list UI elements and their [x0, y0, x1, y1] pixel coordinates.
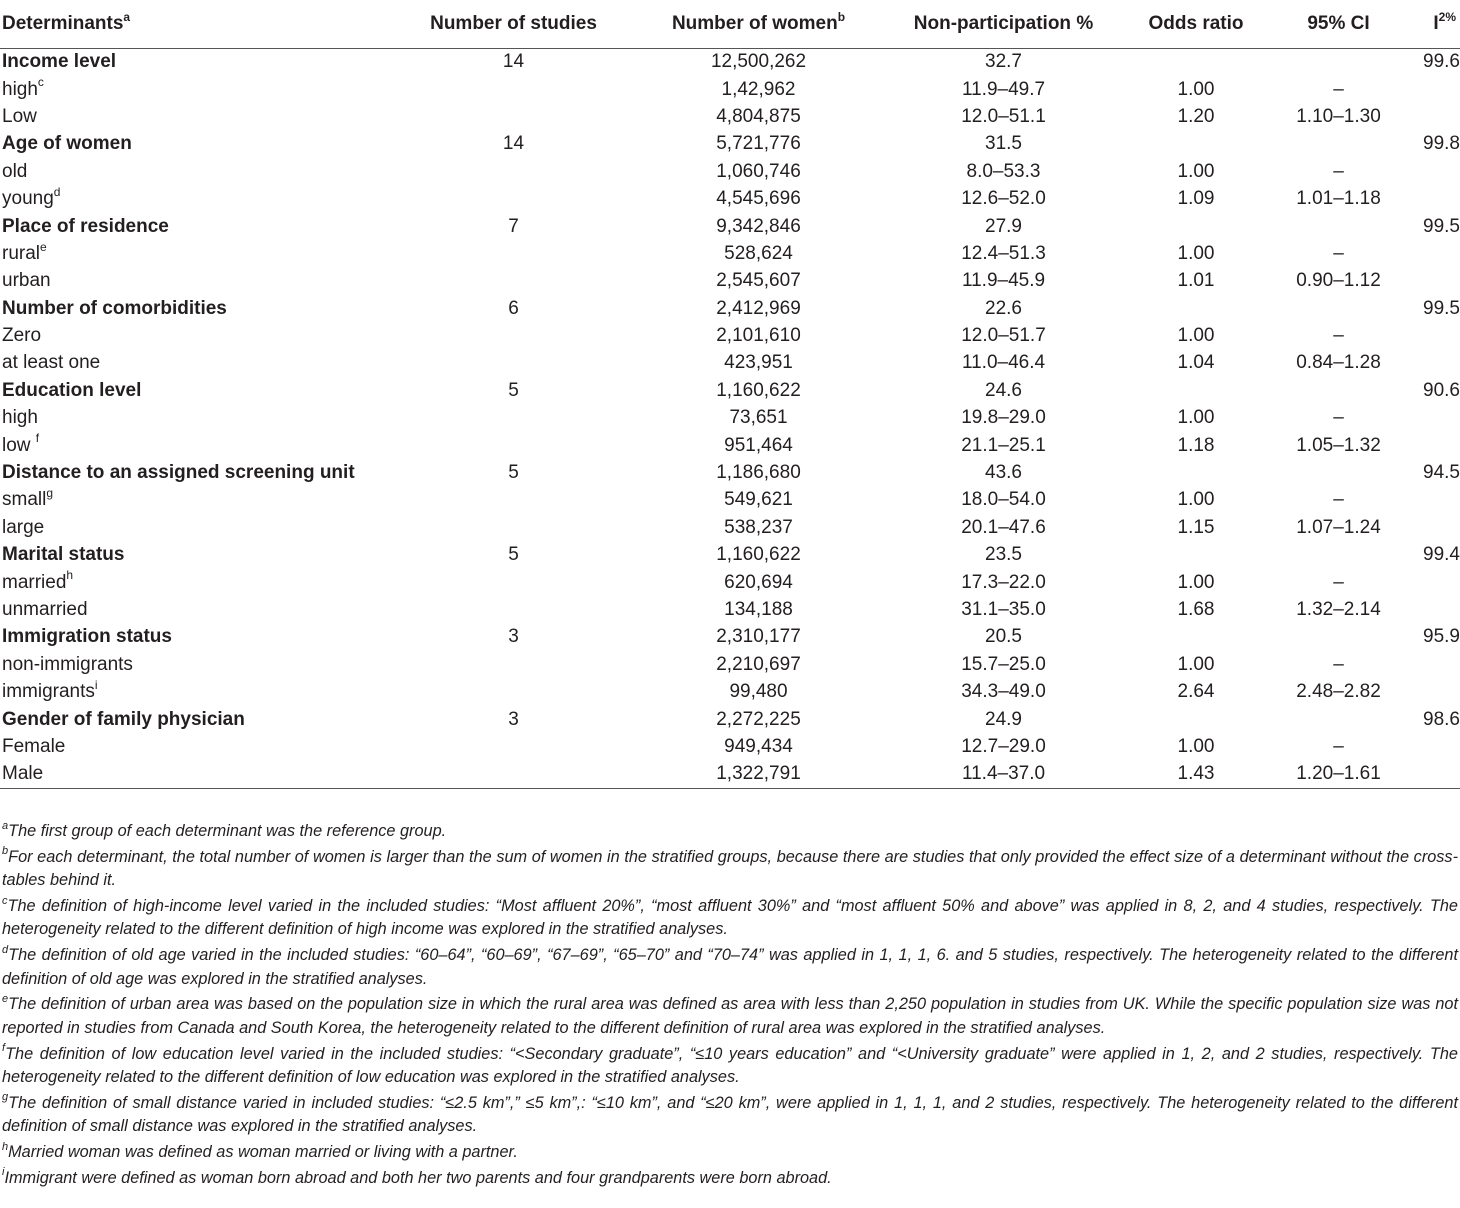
cell-studies: 3 — [508, 708, 519, 730]
cell-ci: 0.84–1.28 — [1296, 352, 1381, 374]
cell-non-participation: 24.9 — [985, 708, 1022, 730]
cell-ci: – — [1333, 407, 1344, 429]
cell-determinant: high$^c$ — [2, 75, 44, 100]
cell-odds-ratio: 1.00 — [1177, 407, 1215, 429]
cell-odds-ratio — [1125, 706, 1265, 733]
cell-i2: 90.6 — [1423, 379, 1460, 401]
cell-odds-ratio: 1.01 — [1177, 270, 1215, 292]
cell-studies: 5 — [508, 544, 519, 566]
cell-determinant: Education level — [2, 379, 142, 401]
header-number-of-studies: Number of studies — [390, 0, 635, 49]
cell-non-participation: 11.9–45.9 — [961, 270, 1046, 292]
cell-women: 99,480 — [729, 681, 788, 703]
cell-ci: 1.10–1.30 — [1296, 105, 1381, 127]
cell-odds-ratio — [1125, 49, 1265, 76]
cell-ci — [1265, 542, 1410, 569]
cell-studies: 14 — [502, 133, 525, 155]
footnote-i: $^i$Immigrant were defined as woman born abroad and both her two parents and four grandparents were born abroad. — [2, 1166, 832, 1187]
header-determinants: Determinants$^a$ — [0, 0, 390, 49]
cell-studies — [390, 678, 635, 705]
cell-i2 — [1410, 76, 1460, 103]
cell-odds-ratio: 1.00 — [1177, 489, 1215, 511]
cell-ci: 2.48–2.82 — [1296, 681, 1381, 703]
cell-determinant: Female — [2, 735, 66, 757]
cell-determinant: young$^d$ — [2, 184, 61, 210]
cell-odds-ratio: 1.00 — [1177, 78, 1215, 100]
cell-non-participation: 20.1–47.6 — [961, 516, 1046, 538]
cell-non-participation: 15.7–25.0 — [961, 653, 1046, 675]
cell-non-participation: 12.6–52.0 — [961, 188, 1046, 210]
cell-i2: 99.8 — [1423, 133, 1460, 155]
cell-studies — [390, 651, 635, 678]
cell-ci: – — [1333, 653, 1344, 675]
cell-determinant: rural$^e$ — [2, 239, 47, 264]
cell-odds-ratio — [1125, 459, 1265, 486]
cell-studies — [390, 733, 635, 760]
cell-non-participation: 19.8–29.0 — [961, 407, 1046, 429]
cell-non-participation: 34.3–49.0 — [961, 681, 1046, 703]
table-row — [0, 459, 1460, 486]
cell-determinant: Income level — [2, 51, 117, 73]
cell-non-participation: 31.5 — [985, 133, 1022, 155]
table-row — [0, 350, 1460, 377]
table-row — [0, 213, 1460, 240]
cell-studies — [390, 514, 635, 541]
table-row — [0, 596, 1460, 623]
cell-ci: – — [1333, 571, 1344, 593]
cell-women: 1,160,622 — [716, 379, 801, 401]
cell-odds-ratio: 1.43 — [1125, 761, 1265, 788]
cell-ci: 0.90–1.12 — [1296, 270, 1381, 292]
cell-odds-ratio: 1.20 — [1177, 105, 1215, 127]
cell-studies: 7 — [508, 215, 519, 237]
table-row — [0, 76, 1460, 103]
cell-i2 — [1410, 761, 1460, 788]
cell-i2 — [1410, 405, 1460, 432]
cell-women: 1,322,791 — [635, 761, 880, 788]
cell-i2: 94.5 — [1423, 462, 1460, 484]
cell-studies — [390, 761, 635, 788]
table-row — [0, 322, 1460, 349]
cell-determinant: Marital status — [2, 544, 125, 566]
cell-studies — [390, 487, 635, 514]
cell-ci: 1.20–1.61 — [1265, 761, 1410, 788]
table-row — [0, 514, 1460, 541]
cell-i2 — [1410, 651, 1460, 678]
cell-ci: – — [1333, 160, 1344, 182]
table-row — [0, 268, 1460, 295]
cell-women: 1,42,962 — [721, 78, 796, 100]
cell-i2 — [1410, 185, 1460, 212]
cell-odds-ratio: 2.64 — [1177, 681, 1215, 703]
cell-women: 2,310,177 — [716, 626, 801, 648]
cell-women: 4,545,696 — [716, 188, 801, 210]
cell-odds-ratio: 1.18 — [1177, 434, 1215, 456]
cell-determinant: urban — [2, 270, 51, 292]
cell-women: 538,237 — [724, 516, 793, 538]
cell-odds-ratio: 1.00 — [1177, 325, 1215, 347]
cell-ci: 1.07–1.24 — [1296, 516, 1381, 538]
cell-ci — [1265, 295, 1410, 322]
cell-determinant: Gender of family physician — [2, 708, 245, 730]
cell-determinant: old — [2, 160, 28, 182]
header-odds-ratio: Odds ratio — [1125, 0, 1265, 49]
cell-odds-ratio: 1.00 — [1177, 160, 1215, 182]
cell-i2: 95.9 — [1423, 626, 1460, 648]
table-row — [0, 624, 1460, 651]
cell-determinant: Low — [2, 105, 37, 127]
cell-non-participation: 12.7–29.0 — [961, 735, 1046, 757]
cell-determinant: low $^f$ — [2, 431, 40, 456]
cell-studies — [390, 103, 635, 130]
cell-ci — [1265, 213, 1410, 240]
table-row — [0, 761, 1460, 788]
cell-determinant: small$^g$ — [2, 486, 54, 511]
cell-women: 528,624 — [724, 242, 793, 264]
cell-i2 — [1410, 322, 1460, 349]
cell-studies: 5 — [508, 462, 519, 484]
cell-studies: 3 — [508, 626, 519, 648]
table-body — [0, 49, 1460, 789]
cell-studies — [390, 268, 635, 295]
cell-women: 5,721,776 — [716, 133, 801, 155]
cell-studies: 6 — [508, 297, 519, 319]
cell-non-participation: 22.6 — [985, 297, 1022, 319]
table-row — [0, 295, 1460, 322]
cell-odds-ratio: 1.04 — [1177, 352, 1215, 374]
footnote-f: $^f$The definition of low education level varied in the included studies: “<Secondary graduate”, “≤10 years education” and “<University graduate” were applied in 1, 2, and 2 studies, respectively. The heterogeneity related to the different definition of low education was explored in the stratified analyses. — [2, 1042, 1458, 1087]
cell-ci — [1265, 49, 1410, 76]
cell-women: 949,434 — [724, 735, 793, 757]
header-number-of-women: Number of women$^b$ — [635, 0, 880, 49]
cell-non-participation: 8.0–53.3 — [966, 160, 1041, 182]
cell-studies — [390, 405, 635, 432]
cell-i2 — [1410, 158, 1460, 185]
cell-i2 — [1410, 432, 1460, 459]
table-footnotes — [2, 820, 1458, 1193]
cell-odds-ratio — [1125, 377, 1265, 404]
table-row — [0, 158, 1460, 185]
cell-ci — [1265, 131, 1410, 158]
cell-women: 620,694 — [724, 571, 793, 593]
cell-i2: 99.5 — [1423, 215, 1460, 237]
cell-ci: – — [1333, 242, 1344, 264]
cell-determinant: Male — [0, 761, 390, 788]
cell-non-participation: 17.3–22.0 — [961, 571, 1046, 593]
cell-ci: – — [1333, 735, 1344, 757]
cell-non-participation: 12.0–51.1 — [961, 105, 1046, 127]
table-row — [0, 432, 1460, 459]
cell-ci: 1.32–2.14 — [1296, 599, 1381, 620]
cell-determinant: immigrants$^i$ — [2, 677, 98, 703]
cell-determinant: at least one — [2, 352, 101, 374]
table-row — [0, 569, 1460, 596]
cell-ci: – — [1333, 489, 1344, 511]
cell-women: 2,545,607 — [716, 270, 801, 292]
cell-i2: 98.6 — [1423, 708, 1460, 730]
cell-determinant: non-immigrants — [2, 653, 133, 675]
cell-ci: – — [1333, 325, 1344, 347]
cell-ci: 1.05–1.32 — [1296, 434, 1381, 456]
header-non-participation: Non-participation % — [880, 0, 1125, 49]
cell-women: 1,160,622 — [716, 544, 801, 566]
table-row — [0, 49, 1460, 76]
cell-odds-ratio: 1.09 — [1177, 188, 1215, 210]
cell-women: 134,188 — [724, 599, 793, 620]
footnote-a: $^a$The first group of each determinant was the reference group. — [2, 819, 447, 840]
cell-determinant: high — [2, 407, 38, 429]
cell-studies: 5 — [508, 379, 519, 401]
cell-i2 — [1410, 350, 1460, 377]
header-i2: $I^{2\%}$ — [1410, 0, 1460, 49]
cell-i2 — [1410, 678, 1460, 705]
cell-non-participation: 23.5 — [985, 544, 1022, 566]
cell-i2 — [1410, 103, 1460, 130]
table-row — [0, 185, 1460, 212]
cell-non-participation: 11.9–49.7 — [961, 78, 1046, 100]
footnote-g: $^g$The definition of small distance varied in included studies: “≤2.5 km”,” ≤5 km”,: “≤10 km”, and “≤20 km”, were applied in 1, 1, 1, and 2 studies, respectively. The heterogeneity related to the different definition of small distance was explored in the stratified analyses. — [2, 1091, 1458, 1136]
table-row — [0, 377, 1460, 404]
cell-non-participation: 12.0–51.7 — [961, 325, 1046, 347]
cell-non-participation: 31.1–35.0 — [961, 599, 1046, 620]
cell-ci — [1265, 624, 1410, 651]
table-row — [0, 103, 1460, 130]
footnote-c: $^c$The definition of high-income level varied in the included studies: “Most affluent 20%”, “most affluent 30%” and “most affluent 50% and above” was applied in 8, 2, and 4 studies, respectively. The heterogeneity related to the different definition of high income was explored in the stratified analyses. — [2, 894, 1458, 939]
cell-non-participation: 24.6 — [985, 379, 1022, 401]
table-row — [0, 131, 1460, 158]
cell-i2 — [1410, 569, 1460, 596]
table-row — [0, 733, 1460, 760]
cell-studies — [390, 76, 635, 103]
cell-i2: 99.5 — [1423, 297, 1460, 319]
cell-ci — [1265, 459, 1410, 486]
cell-i2 — [1410, 514, 1460, 541]
footnote-d: $^d$The definition of old age varied in the included studies: “60–64”, “60–69”, “67–69”, “65–70” and “70–74” was applied in 1, 1, 1, 6. and 5 studies, respectively. The heterogeneity related to the different definition of old age was explored in the stratified analyses. — [2, 943, 1458, 988]
cell-women: 951,464 — [724, 434, 793, 456]
cell-women: 2,412,969 — [716, 297, 801, 319]
cell-non-participation: 27.9 — [985, 215, 1022, 237]
cell-determinant: married$^h$ — [2, 568, 74, 593]
cell-odds-ratio: 1.15 — [1177, 516, 1215, 538]
cell-women: 549,621 — [724, 489, 793, 511]
cell-non-participation: 12.4–51.3 — [961, 242, 1046, 264]
cell-odds-ratio — [1125, 213, 1265, 240]
cell-studies — [390, 432, 635, 459]
table-row — [0, 678, 1460, 705]
cell-odds-ratio — [1125, 295, 1265, 322]
cell-ci — [1265, 377, 1410, 404]
cell-i2 — [1410, 733, 1460, 760]
cell-i2 — [1410, 268, 1460, 295]
cell-women: 2,101,610 — [716, 325, 801, 347]
cell-women: 2,210,697 — [716, 653, 801, 675]
cell-women: 4,804,875 — [716, 105, 801, 127]
footnote-h: $^h$Married woman was defined as woman married or living with a partner. — [2, 1140, 518, 1162]
cell-i2 — [1410, 240, 1460, 267]
cell-ci — [1265, 706, 1410, 733]
table-row — [0, 651, 1460, 678]
table-header-row — [0, 0, 1460, 49]
cell-determinant: Age of women — [2, 133, 132, 155]
cell-women: 73,651 — [729, 407, 788, 429]
cell-non-participation: 11.4–37.0 — [880, 761, 1125, 788]
cell-women: 423,951 — [724, 352, 793, 374]
footnote-b: $^b$For each determinant, the total number of women is larger than the sum of women in the stratified groups, because there are studies that only provided the effect size of a determinant without the cross-tables behind it. — [2, 845, 1458, 890]
cell-odds-ratio: 1.00 — [1177, 571, 1215, 593]
header-95-ci: 95% CI — [1265, 0, 1410, 49]
cell-non-participation: 32.7 — [985, 51, 1022, 73]
cell-studies — [390, 240, 635, 267]
table-row — [0, 542, 1460, 569]
cell-studies — [390, 350, 635, 377]
cell-women: 1,060,746 — [716, 160, 801, 182]
table-row — [0, 487, 1460, 514]
cell-studies: 14 — [502, 51, 525, 73]
cell-determinant: Zero — [2, 325, 42, 347]
cell-i2 — [1410, 596, 1460, 623]
cell-odds-ratio — [1125, 542, 1265, 569]
table-row — [0, 706, 1460, 733]
cell-studies — [390, 322, 635, 349]
cell-women: 12,500,262 — [710, 51, 807, 73]
cell-i2 — [1410, 487, 1460, 514]
cell-i2: 99.4 — [1423, 544, 1460, 566]
cell-determinant: Distance to an assigned screening unit — [2, 462, 355, 484]
cell-odds-ratio — [1125, 624, 1265, 651]
cell-odds-ratio: 1.00 — [1177, 653, 1215, 675]
cell-determinant: unmarried — [2, 599, 88, 620]
cell-non-participation: 21.1–25.1 — [961, 434, 1046, 456]
cell-women: 2,272,225 — [716, 708, 801, 730]
table-row — [0, 240, 1460, 267]
footnote-e: $^e$The definition of urban area was based on the population size in which the rural area was defined as area with less than 2,250 population in studies from UK. While the specific population size was not reported in studies from Canada and South Korea, the heterogeneity related to the different definition of rural area was explored in the stratified analyses. — [2, 992, 1458, 1037]
cell-i2: 99.6 — [1423, 51, 1460, 73]
cell-odds-ratio: 1.00 — [1177, 242, 1215, 264]
cell-odds-ratio: 1.00 — [1177, 735, 1215, 757]
cell-determinant: large — [2, 516, 45, 538]
cell-non-participation: 18.0–54.0 — [961, 489, 1046, 511]
cell-ci: 1.01–1.18 — [1296, 188, 1381, 210]
cell-studies — [390, 185, 635, 212]
table-row — [0, 405, 1460, 432]
cell-women: 1,186,680 — [716, 462, 801, 484]
cell-studies — [390, 158, 635, 185]
cell-non-participation: 43.6 — [985, 462, 1022, 484]
cell-odds-ratio: 1.68 — [1177, 599, 1215, 620]
cell-determinant: Place of residence — [2, 215, 169, 237]
cell-women: 9,342,846 — [716, 215, 801, 237]
cell-determinant: Number of comorbidities — [2, 297, 227, 319]
cell-determinant: Immigration status — [2, 626, 172, 648]
cell-non-participation: 20.5 — [985, 626, 1022, 648]
cell-odds-ratio — [1125, 131, 1265, 158]
cell-non-participation: 11.0–46.4 — [961, 352, 1046, 374]
cell-studies — [390, 596, 635, 623]
cell-studies — [390, 569, 635, 596]
cell-ci: – — [1333, 78, 1344, 100]
